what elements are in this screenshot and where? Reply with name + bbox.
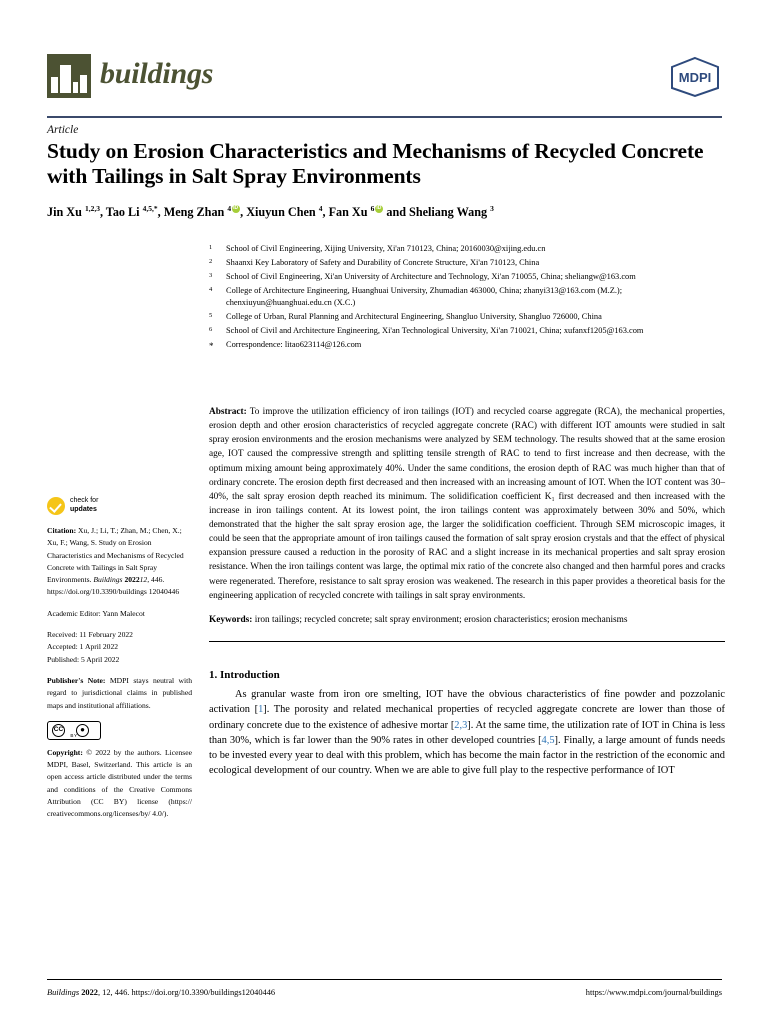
paragraph-text: ]. Finally, a large amount of funds needs to be invested every year to deal with this problem, which has become the main factor in the restriction of the economic and ecological development of our country. When we are able to give full play to the respective performance of IOT xyxy=(209,734,725,777)
citation-text: Xu, J.; Li, T.; Zhan, M.; Chen, X.; Xu, F.; Wang, S. Study on Erosion Characteristics and Mechanisms of Recycled Concrete with Tailings in Salt Spray Environments. xyxy=(47,526,184,585)
received-date: Received: 11 February 2022 xyxy=(47,630,133,640)
affiliation-marker: 1 xyxy=(209,244,213,251)
citation-volume: 12 xyxy=(139,575,148,585)
affiliation-marker: * xyxy=(209,341,214,352)
affiliation-row xyxy=(209,311,725,323)
affiliation-text: College of Architecture Engineering, Huanghuai University, Zhumadian 463000, China; zhanyi313@163.com (M.Z.); chenxiuyun@huanghuai.edu.cn (X.C.) xyxy=(226,285,623,308)
affiliation-row xyxy=(209,285,725,310)
citation-reference-link[interactable]: 1 xyxy=(258,704,264,716)
affiliation-row xyxy=(209,257,725,269)
journal-name: buildings xyxy=(100,57,214,90)
article-type-label: Article xyxy=(47,124,79,136)
buildings-skyline-icon xyxy=(47,54,91,98)
check-for-updates-badge[interactable] xyxy=(47,497,192,515)
section-divider xyxy=(209,641,725,643)
abstract-section xyxy=(209,405,725,603)
paragraph-text: As granular waste from iron ore smelting, IOT have the obvious characteristics of fine powder and pozzolanic activation [ xyxy=(209,689,725,716)
cc-icon: CC xyxy=(52,724,65,737)
main-column xyxy=(209,405,725,778)
keywords-section xyxy=(209,614,725,628)
checkmark-icon xyxy=(47,497,65,515)
affiliation-marker: 2 xyxy=(209,257,213,265)
accepted-date: Accepted: 1 April 2022 xyxy=(47,642,119,652)
affiliation-text: Correspondence: litao623114@126.com xyxy=(226,340,362,350)
abstract-text: To improve the utilization efficiency of iron tailings (IOT) and recycled coarse aggregate (RCA), the mechanical properties, erosion depth and other erosion characteristics of recycled aggregate concrete (RAC) with different IOT amounts were studied in salt spray erosion environments and the erosion mechanisms were analyzed by SEM technology. The results showed that at the same erosion age, IOT caused the compressive strength and splitting tensile strength of RAC to tend to first increase and then decrease, with the optimum mixing amount being approximately 40%. Under the same conditions, the erosion depth of RAC was much higher than that of ordinary concrete. The erosion depth first decreased and then increased with an increasing amount of IOT. When the IOT content was 30–40%, the salt spray erosion depth reached its minimum. The solidification coefficient K₁ first decreased and then increased with the increase in iron tailings content. At its lowest point, the iron tailings content was approximately between 30% and 50%, which demonstrated that the higher the salt spray erosion age, the larger the solidification coefficient. Through SEM microscopic images, it could be seen that the appropriate amount of iron tailings caused the formation of salt spray erosion crystals and that the effect of physical expansion pressure caused a reduction in the porosity of RAC and a slight increase in its mechanical properties and salt spray erosion resistance. When the iron tailings content was large, the optimal mix ratio of the concrete also changed and then harmful pores and cracks were regenerated. Therefore, resistance to salt spray erosion was weakened. The research in this paper provides a theoretical basis for the engineering application of recycled concrete with tailings in salt spray environments. xyxy=(209,407,725,601)
affiliation-row xyxy=(209,243,725,255)
mdpi-logo[interactable] xyxy=(668,56,722,98)
paragraph-text: ]. The porosity and related mechanical properties of recycled aggregate concrete are lower than those of ordinary concrete due to the existence of adhesive mortar [ xyxy=(209,704,725,731)
published-date: Published: 5 April 2022 xyxy=(47,654,120,664)
affiliation-marker: 6 xyxy=(209,326,213,334)
copyright-text: © 2022 by the authors. Licensee MDPI, Basel, Switzerland. This article is an open access article distributed under the terms and conditions of the Creative Commons Attribution (CC BY) license (https:// creativecommons.org/licenses/by/ 4.0/). xyxy=(47,747,192,819)
citation-reference-link[interactable]: 4,5 xyxy=(541,734,555,746)
footer-divider xyxy=(47,979,722,980)
check-updates-line1: check for xyxy=(70,497,99,505)
footer-journal-url[interactable]: https://www.mdpi.com/journal/buildings xyxy=(585,988,722,997)
affiliation-text: School of Civil Engineering, Xijing University, Xi'an 710123, China; 20160030@xijing.edu.cn xyxy=(226,244,546,253)
orcid-icon[interactable] xyxy=(375,205,383,213)
paragraph-text: ]. At the same time, the utilization rate of IOT in China is less than 30%, which is far lower than the 90% rates in other developed countries [ xyxy=(209,719,725,746)
affiliation-marker: 5 xyxy=(209,312,213,320)
citation-journal: Buildings xyxy=(93,575,123,585)
cc-by-label: BY xyxy=(70,733,78,739)
academic-editor: Academic Editor: Yann Malecot xyxy=(47,608,145,618)
keywords-text: iron tailings; recycled concrete; salt spray environment; erosion characteristics; erosion mechanisms xyxy=(252,614,628,625)
publishers-note-text: MDPI stays neutral with regard to jurisdictional claims in published maps and institutional affiliations. xyxy=(47,675,192,710)
affiliation-row xyxy=(209,339,725,353)
affiliation-text: School of Civil and Architecture Engineering, Xi'an Technological University, Xi'an 710021, China; xufanxf1205@163.com xyxy=(226,326,644,336)
affiliation-text: College of Urban, Rural Planning and Architectural Engineering, Shangluo University, Shangluo 726000, China xyxy=(226,312,602,322)
affiliation-marker: 4 xyxy=(209,285,213,293)
footer-citation xyxy=(47,988,275,997)
author-list: Jin Xu $^{1,2,3}$, Tao Li $^{4,5,*}$, Meng Zhan $^4$ iD , Xiuyun Chen $^4$, Fan Xu $^6$iD and Sheliang Wang $^3$ xyxy=(47,204,725,221)
citation-pages[interactable]: , 446. https://doi.org/10.3390/buildings 12040446 xyxy=(47,575,180,597)
affiliation-text: School of Civil Engineering, Xi'an University of Architecture and Technology, Xi'an 710055, China; sheliangw@163.com xyxy=(226,271,636,281)
sidebar xyxy=(47,497,192,830)
page-footer xyxy=(47,988,722,997)
affiliation-row xyxy=(209,271,725,283)
citation-label: Citation: xyxy=(47,526,77,535)
affiliation-text: Shaanxi Key Laboratory of Safety and Durability of Concrete Structure, Xi'an 710123, China xyxy=(226,257,540,267)
check-updates-line2: updates xyxy=(70,506,97,513)
publishers-note-label: Publisher's Note: xyxy=(47,675,106,685)
introduction-heading: 1. Introduction xyxy=(209,669,280,682)
copyright-block xyxy=(47,747,192,821)
affiliations-list xyxy=(209,243,725,355)
abstract-label: Abstract: xyxy=(209,407,247,417)
footer-voliss[interactable]: , 12, 446. https://doi.org/10.3390/buildings12040446 xyxy=(97,988,276,997)
publishers-note xyxy=(47,675,192,712)
copyright-label: Copyright: xyxy=(47,747,83,757)
introduction-paragraph xyxy=(209,687,725,778)
orcid-icon[interactable] xyxy=(232,205,240,213)
page-title: Study on Erosion Characteristics and Mechanisms of Recycled Concrete with Tailings in Salt Spray Environments xyxy=(47,139,704,189)
citation-year: 2022 xyxy=(124,575,140,585)
citation-block xyxy=(47,525,192,599)
keywords-label: Keywords: xyxy=(209,614,253,625)
affiliation-marker: 3 xyxy=(209,271,213,279)
svg-text:MDPI: MDPI xyxy=(678,70,712,85)
cc-by-person-icon: ● xyxy=(76,724,89,737)
masthead-divider xyxy=(47,116,722,118)
footer-year: 2022 xyxy=(81,988,98,997)
dates-block xyxy=(47,629,192,666)
creative-commons-badge[interactable] xyxy=(47,721,101,740)
footer-journal: Buildings xyxy=(47,988,80,997)
masthead xyxy=(47,52,722,114)
citation-reference-link[interactable]: 2,3 xyxy=(454,719,468,731)
mdpi-hexagon-icon xyxy=(668,56,722,98)
affiliation-row xyxy=(209,325,725,337)
journal-logo[interactable] xyxy=(47,54,213,98)
